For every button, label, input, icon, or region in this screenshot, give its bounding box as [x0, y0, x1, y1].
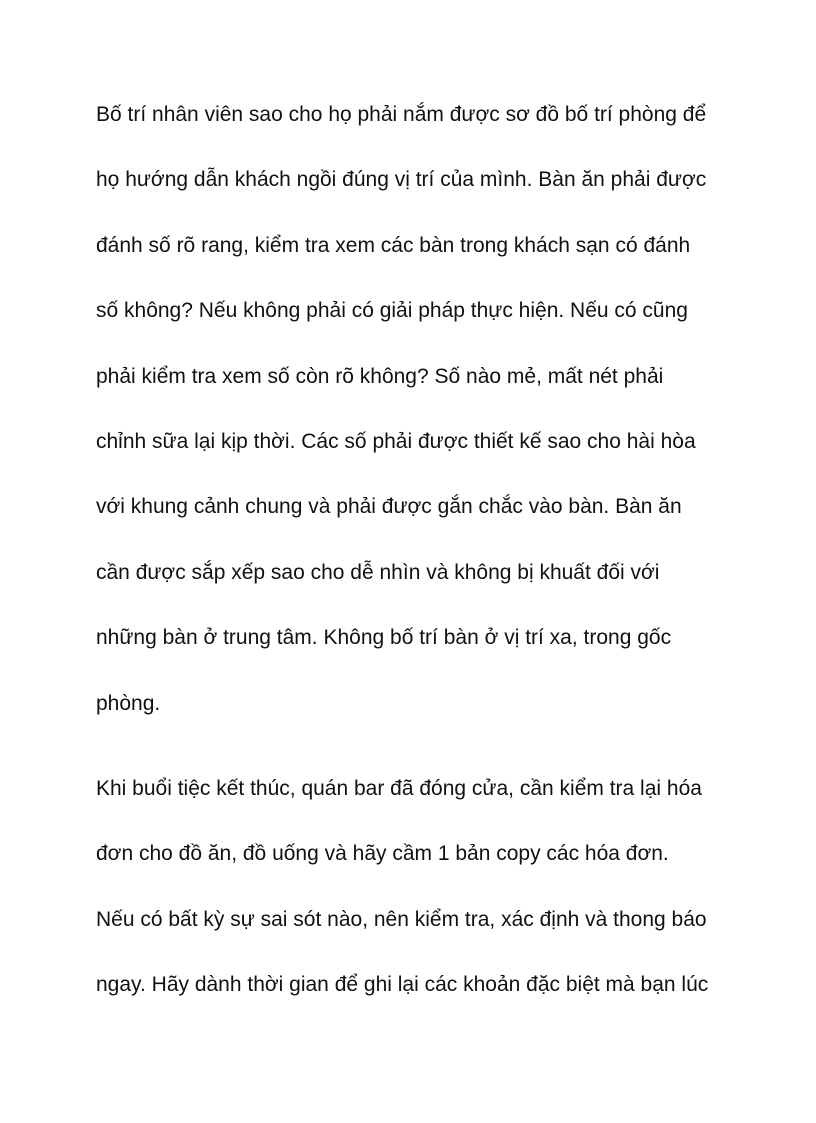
text-line: phòng.: [96, 691, 161, 715]
text-line: phải kiểm tra xem số còn rõ không? Số nào mẻ, mất nét phải: [96, 364, 664, 388]
text-line: Nếu có bất kỳ sự sai sót nào, nên kiểm tra, xác định và thong báo: [96, 907, 707, 931]
text-line: Khi buổi tiệc kết thúc, quán bar đã đóng cửa, cần kiểm tra lại hóa: [96, 777, 702, 800]
text-line: đơn cho đồ ăn, đồ uống và hãy cầm 1 bản copy các hóa đơn.: [96, 842, 669, 866]
text-line: đánh số rõ rang, kiểm tra xem các bàn trong khách sạn có đánh: [96, 233, 691, 257]
text-line: ngay. Hãy dành thời gian để ghi lại các khoản đặc biệt mà bạn lúc: [96, 973, 709, 997]
paragraph-after-party: [96, 756, 756, 1018]
text-line: số không? Nếu không phải có giải pháp thực hiện. Nếu có cũng: [96, 299, 688, 323]
text-line: cần được sắp xếp sao cho dễ nhìn và không bị khuất đối với: [96, 560, 660, 584]
text-line: Bố trí nhân viên sao cho họ phải nắm được sơ đồ bố trí phòng để: [96, 103, 707, 126]
text-line: những bàn ở trung tâm. Không bố trí bàn ở vị trí xa, trong gốc: [96, 626, 672, 650]
text-line: với khung cảnh chung và phải được gắn chắc vào bàn. Bàn ăn: [96, 495, 682, 519]
text-line: chỉnh sữa lại kịp thời. Các số phải được thiết kế sao cho hài hòa: [96, 429, 696, 453]
text-line: họ hướng dẫn khách ngồi đúng vị trí của mình. Bàn ăn phải được: [96, 168, 707, 192]
paragraph-table-arrangement: [96, 82, 756, 736]
